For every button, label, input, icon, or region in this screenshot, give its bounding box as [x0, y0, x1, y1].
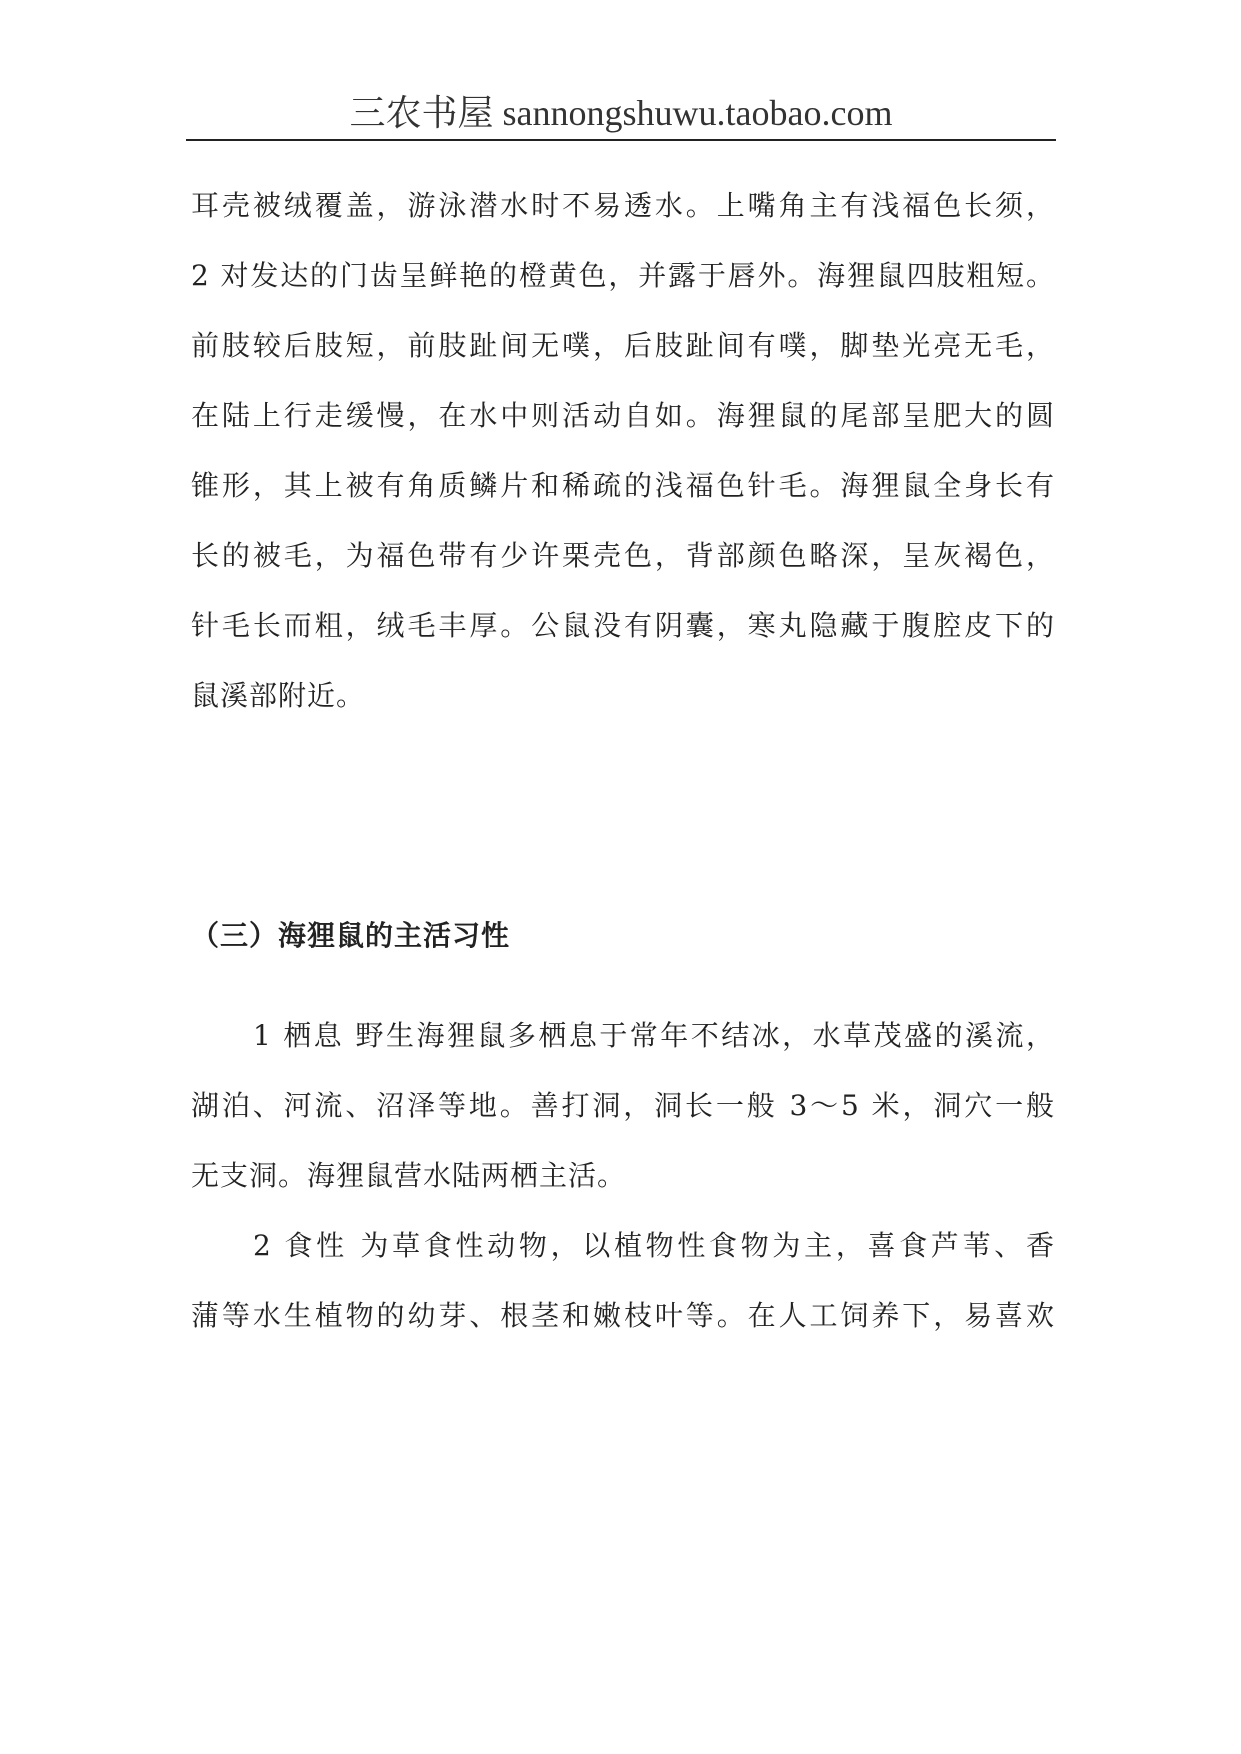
text-line: 无支洞。海狸鼠营水陆两栖主活。	[191, 1159, 627, 1192]
text-line: 锥形，其上被有角质鳞片和稀疏的浅福色针毛。海狸鼠全身长有	[191, 469, 1055, 502]
text-line: 在陆上行走缓慢，在水中则活动自如。海狸鼠的尾部呈肥大的圆	[191, 399, 1055, 432]
section-heading: （三）海狸鼠的主活习性	[191, 919, 511, 952]
text-line: 前肢较后肢短，前肢趾间无噗，后肢趾间有噗，脚垫光亮无毛，	[191, 329, 1055, 362]
text-line: 1 栖息 野生海狸鼠多栖息于常年不结冰，水草茂盛的溪流，	[253, 1019, 1055, 1052]
text-line: 2 对发达的门齿呈鲜艳的橙黄色，并露于唇外。海狸鼠四肢粗短。	[191, 259, 1055, 292]
header-rule	[186, 139, 1056, 141]
text-line: 长的被毛，为福色带有少许栗壳色，背部颜色略深，呈灰褐色，	[191, 539, 1055, 572]
text-line: 蒲等水生植物的幼芽、根茎和嫩枝叶等。在人工饲养下，易喜欢	[191, 1299, 1055, 1332]
text-line: 湖泊、河流、沼泽等地。善打洞，洞长一般 3～5 米，洞穴一般	[191, 1089, 1055, 1122]
text-line: 鼠溪部附近。	[191, 679, 366, 712]
text-line: 耳壳被绒覆盖，游泳潜水时不易透水。上嘴角主有浅福色长须，	[191, 189, 1055, 222]
page-header: 三农书屋 sannongshuwu.taobao.com	[349, 93, 893, 133]
text-line: 针毛长而粗，绒毛丰厚。公鼠没有阴囊，寒丸隐藏于腹腔皮下的	[191, 609, 1055, 642]
text-line: 2 食性 为草食性动物，以植物性食物为主，喜食芦苇、香	[253, 1229, 1055, 1262]
